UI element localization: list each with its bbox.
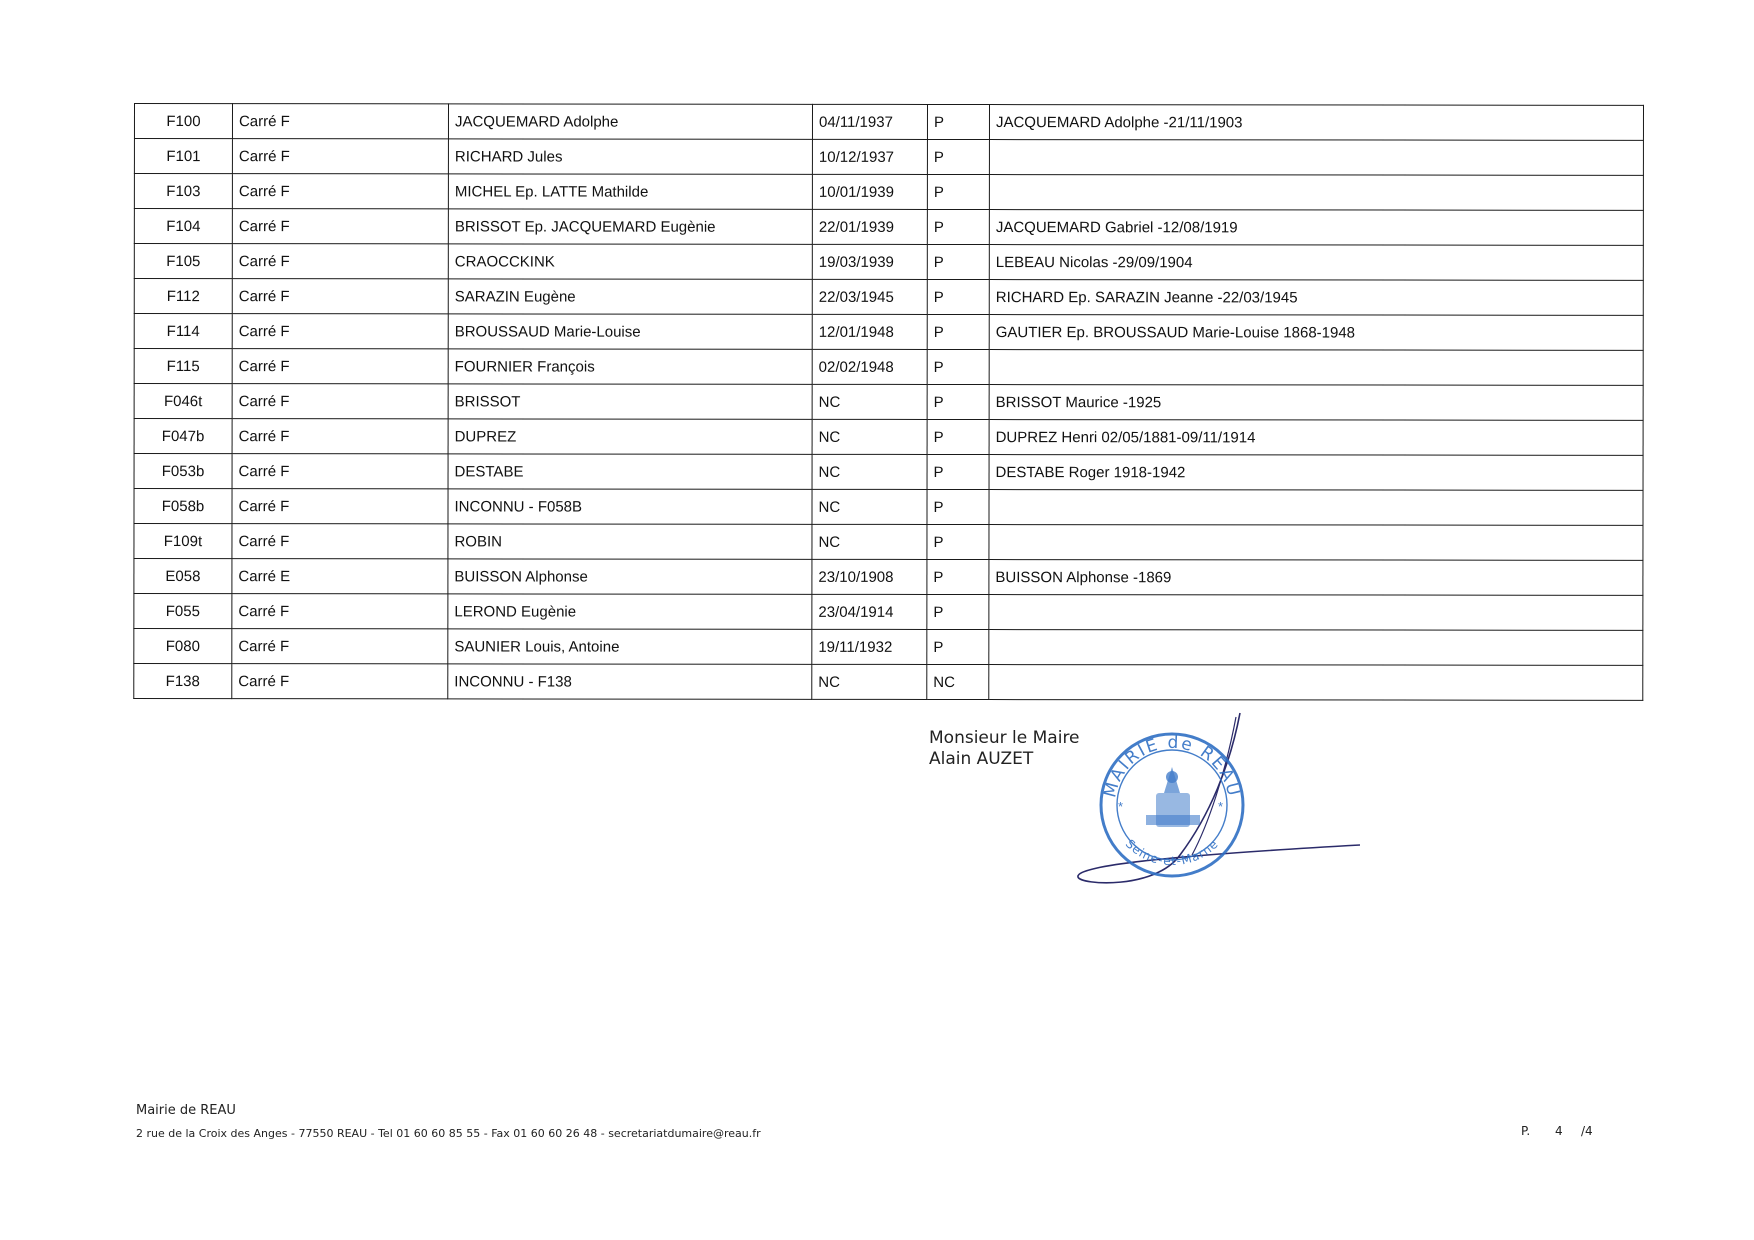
cell-notes [989, 630, 1643, 666]
cell-section: Carré F [232, 524, 448, 559]
cell-section: Carré F [232, 594, 448, 629]
cell-concession-type: P [927, 384, 989, 419]
cell-plot-id: F109t [134, 524, 232, 559]
stamp-bottom-text: Seine-et-Marne [1122, 836, 1222, 869]
cell-burial-date: 10/12/1937 [812, 139, 927, 174]
cell-deceased-name: FOURNIER François [448, 349, 812, 384]
page-number [1521, 1124, 1593, 1138]
page-current: 4 [1555, 1124, 1563, 1138]
cell-notes [989, 525, 1643, 561]
cell-plot-id: F112 [134, 279, 232, 314]
cell-plot-id: F115 [134, 349, 232, 384]
cell-section: Carré F [232, 174, 448, 209]
cell-deceased-name: DESTABE [448, 454, 812, 489]
cell-notes: JACQUEMARD Adolphe -21/11/1903 [989, 105, 1643, 141]
stamp-emblem [1146, 767, 1200, 827]
cell-section: Carré F [232, 244, 448, 279]
cell-deceased-name: BRISSOT [448, 384, 812, 419]
star-icon: * [1218, 799, 1224, 814]
cell-burial-date: 02/02/1948 [812, 349, 927, 384]
cell-plot-id: F100 [134, 104, 232, 139]
cell-plot-id: F055 [134, 594, 232, 629]
table-body [134, 104, 1644, 701]
cell-notes [989, 595, 1643, 631]
cell-burial-date: 22/03/1945 [812, 279, 927, 314]
table-row [134, 629, 1643, 666]
cell-notes: BRISSOT Maurice -1925 [989, 385, 1643, 421]
table-row [134, 559, 1643, 596]
cell-concession-type: P [927, 314, 989, 349]
cell-concession-type: P [927, 524, 989, 559]
cell-section: Carré F [232, 664, 448, 699]
table-row [134, 174, 1643, 211]
cell-concession-type: P [927, 594, 989, 629]
cell-plot-id: F046t [134, 384, 232, 419]
table-row [134, 244, 1643, 281]
table-row [134, 489, 1643, 526]
cell-section: Carré F [232, 419, 448, 454]
signature-block [929, 728, 1080, 770]
cell-deceased-name: LEROND Eugènie [448, 594, 812, 629]
cell-burial-date: NC [812, 384, 927, 419]
cell-burial-date: NC [812, 489, 927, 524]
cell-notes: GAUTIER Ep. BROUSSAUD Marie-Louise 1868-1948 [989, 315, 1643, 351]
cell-plot-id: F103 [134, 174, 232, 209]
cell-deceased-name: CRAOCCKINK [448, 244, 812, 279]
cell-burial-date: NC [812, 664, 927, 699]
cell-concession-type: NC [927, 664, 989, 699]
cell-notes: DESTABE Roger 1918-1942 [989, 455, 1643, 491]
table-row [134, 279, 1643, 316]
cell-deceased-name: RICHARD Jules [448, 139, 812, 174]
cell-deceased-name: SAUNIER Louis, Antoine [448, 629, 812, 664]
cell-section: Carré F [232, 384, 448, 419]
page-footer [136, 1102, 761, 1142]
cell-concession-type: P [927, 454, 989, 489]
cell-concession-type: P [927, 209, 989, 244]
table-row [134, 524, 1643, 561]
cell-section: Carré F [232, 454, 448, 489]
cell-concession-type: P [927, 244, 989, 279]
cell-section: Carré F [232, 279, 448, 314]
cell-deceased-name: BUISSON Alphonse [448, 559, 812, 594]
cell-plot-id: F058b [134, 489, 232, 524]
signatory-name: Alain AUZET [929, 749, 1034, 769]
cell-plot-id: F080 [134, 629, 232, 664]
cell-deceased-name: BRISSOT Ep. JACQUEMARD Eugènie [448, 209, 812, 244]
star-icon: * [1118, 799, 1124, 814]
cell-plot-id: F047b [134, 419, 232, 454]
cell-plot-id: F053b [134, 454, 232, 489]
stamp-top-text: MAIRIE de REAU [1100, 732, 1244, 800]
cell-plot-id: F104 [134, 209, 232, 244]
cell-burial-date: 23/04/1914 [812, 594, 927, 629]
cell-deceased-name: BROUSSAUD Marie-Louise [448, 314, 812, 349]
cell-notes: DUPREZ Henri 02/05/1881-09/11/1914 [989, 420, 1643, 456]
cell-burial-date: 04/11/1937 [812, 104, 927, 139]
cell-burial-date: 12/01/1948 [812, 314, 927, 349]
cell-plot-id: F138 [134, 664, 232, 699]
cell-burial-date: NC [812, 524, 927, 559]
table-row [134, 594, 1643, 631]
cell-section: Carré F [232, 104, 448, 139]
table-row [134, 104, 1643, 141]
cell-notes [989, 350, 1643, 386]
cell-notes: LEBEAU Nicolas -29/09/1904 [989, 245, 1643, 281]
cell-section: Carré F [232, 314, 448, 349]
cell-concession-type: P [927, 559, 989, 594]
cell-notes [989, 665, 1643, 701]
table-row [134, 349, 1643, 386]
cell-plot-id: F105 [134, 244, 232, 279]
cell-section: Carré E [232, 559, 448, 594]
signatory-title: Monsieur le Maire [929, 728, 1080, 748]
table-row [134, 139, 1643, 176]
cell-concession-type: P [927, 349, 989, 384]
table-row [134, 209, 1643, 246]
cell-concession-type: P [927, 489, 989, 524]
cell-section: Carré F [232, 489, 448, 524]
cell-burial-date: NC [812, 454, 927, 489]
cell-concession-type: P [927, 419, 989, 454]
cell-burial-date: 22/01/1939 [812, 209, 927, 244]
cell-deceased-name: JACQUEMARD Adolphe [448, 104, 812, 139]
cell-section: Carré F [232, 349, 448, 384]
cell-burial-date: 23/10/1908 [812, 559, 927, 594]
cell-plot-id: F114 [134, 314, 232, 349]
cell-deceased-name: SARAZIN Eugène [448, 279, 812, 314]
page-total: /4 [1581, 1124, 1593, 1138]
cell-deceased-name: MICHEL Ep. LATTE Mathilde [448, 174, 812, 209]
cell-section: Carré F [232, 209, 448, 244]
cell-notes [989, 140, 1643, 176]
cell-burial-date: 10/01/1939 [812, 174, 927, 209]
cell-concession-type: P [927, 139, 989, 174]
cell-burial-date: 19/03/1939 [812, 244, 927, 279]
cell-concession-type: P [927, 174, 989, 209]
cell-plot-id: E058 [134, 559, 232, 594]
cell-notes [989, 175, 1643, 211]
footer-organization: Mairie de REAU [136, 1103, 236, 1118]
cell-notes: RICHARD Ep. SARAZIN Jeanne -22/03/1945 [989, 280, 1643, 316]
cell-deceased-name: INCONNU - F058B [448, 489, 812, 524]
cell-deceased-name: DUPREZ [448, 419, 812, 454]
cell-concession-type: P [927, 279, 989, 314]
cell-section: Carré F [232, 139, 448, 174]
cell-burial-date: 19/11/1932 [812, 629, 927, 664]
cell-deceased-name: ROBIN [448, 524, 812, 559]
cell-notes: JACQUEMARD Gabriel -12/08/1919 [989, 210, 1643, 246]
cell-concession-type: P [927, 629, 989, 664]
table-row [134, 454, 1643, 491]
burial-register-table [133, 103, 1644, 701]
cell-concession-type: P [927, 104, 989, 139]
town-hall-stamp [1060, 705, 1380, 925]
page-label: P. [1521, 1124, 1531, 1138]
cell-section: Carré F [232, 629, 448, 664]
table-row [134, 384, 1643, 421]
stamp-seal [1100, 733, 1243, 876]
cell-burial-date: NC [812, 419, 927, 454]
table-row [134, 314, 1643, 351]
cell-plot-id: F101 [134, 139, 232, 174]
cell-deceased-name: INCONNU - F138 [448, 664, 812, 699]
footer-address: 2 rue de la Croix des Anges - 77550 REAU - Tel 01 60 60 85 55 - Fax 01 60 60 26 48 - secretariatdumaire@reau.fr [136, 1127, 761, 1140]
cell-notes: BUISSON Alphonse -1869 [989, 560, 1643, 596]
table-row [134, 419, 1643, 456]
cell-notes [989, 490, 1643, 526]
table-row [134, 664, 1643, 701]
